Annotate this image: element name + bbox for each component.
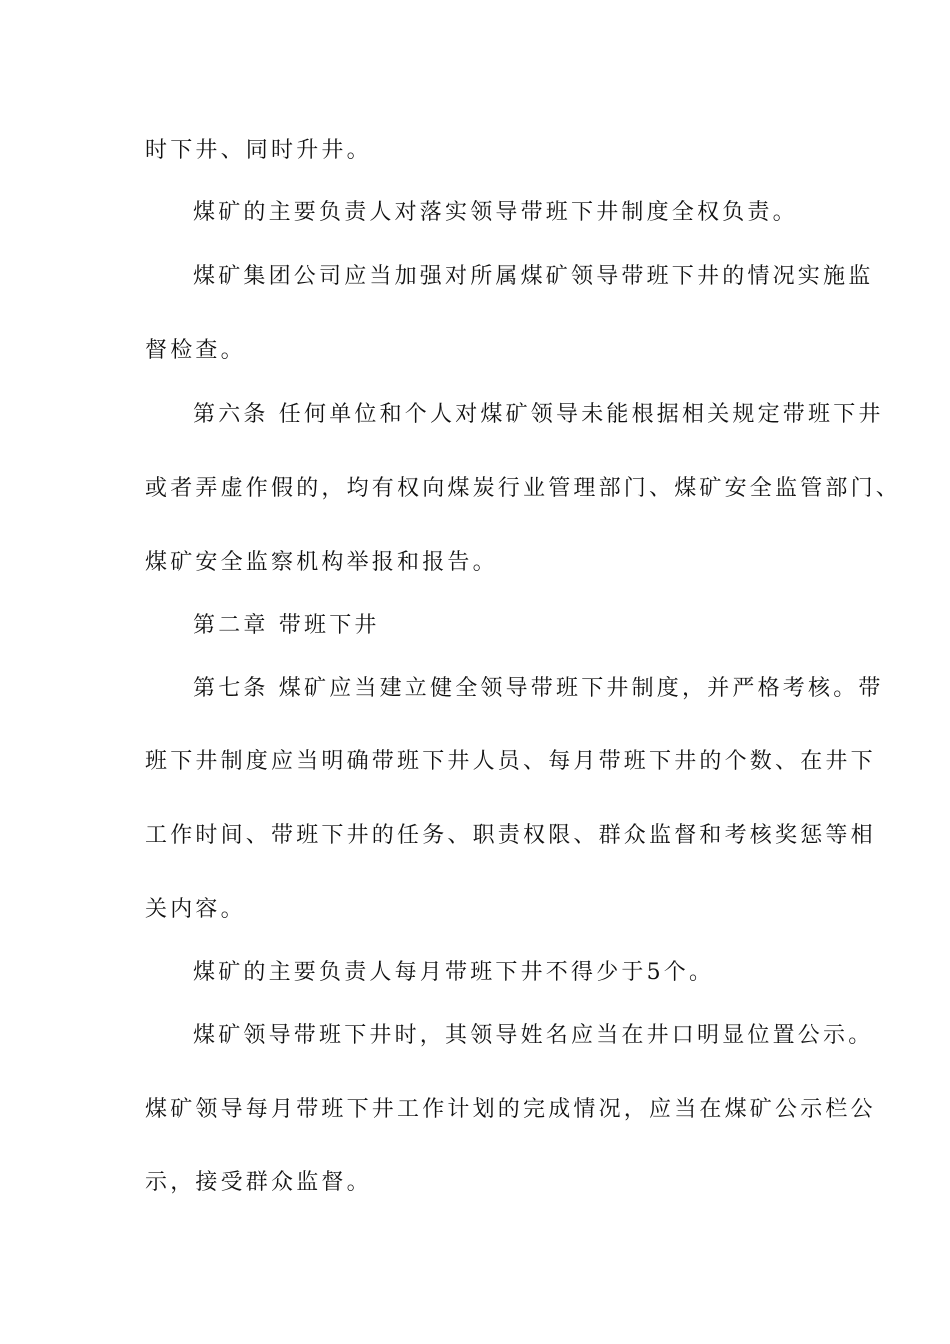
text-line-5: 第六条 任何单位和个人对煤矿领导未能根据相关规定带班下井 — [193, 402, 884, 427]
text-line-2: 煤矿的主要负责人对落实领导带班下井制度全权负责。 — [193, 200, 798, 225]
text-line-7: 煤矿安全监察机构举报和报告。 — [145, 550, 498, 575]
text-line-4: 督检查。 — [145, 338, 246, 363]
text-line-16: 示，接受群众监督。 — [145, 1170, 372, 1195]
text-line-3: 煤矿集团公司应当加强对所属煤矿领导带班下井的情况实施监 — [193, 264, 874, 289]
text-line-9: 第七条 煤矿应当建立健全领导带班下井制度，并严格考核。带 — [193, 676, 884, 701]
text-line-1: 时下井、同时升井。 — [145, 138, 372, 163]
text-line-6: 或者弄虚作假的，均有权向煤炭行业管理部门、煤矿安全监管部门、 — [145, 476, 902, 501]
text-line-11: 工作时间、带班下井的任务、职责权限、群众监督和考核奖惩等相 — [145, 823, 876, 848]
text-line-14: 煤矿领导带班下井时，其领导姓名应当在井口明显位置公示。 — [193, 1023, 874, 1048]
text-line-12: 关内容。 — [145, 897, 246, 922]
text-line-13: 煤矿的主要负责人每月带班下井不得少于5个。 — [193, 960, 715, 985]
section-heading: 第二章 带班下井 — [193, 613, 380, 638]
text-line-10: 班下井制度应当明确带班下井人员、每月带班下井的个数、在井下 — [145, 749, 876, 774]
text-line-15: 煤矿领导每月带班下井工作计划的完成情况，应当在煤矿公示栏公 — [145, 1097, 876, 1122]
